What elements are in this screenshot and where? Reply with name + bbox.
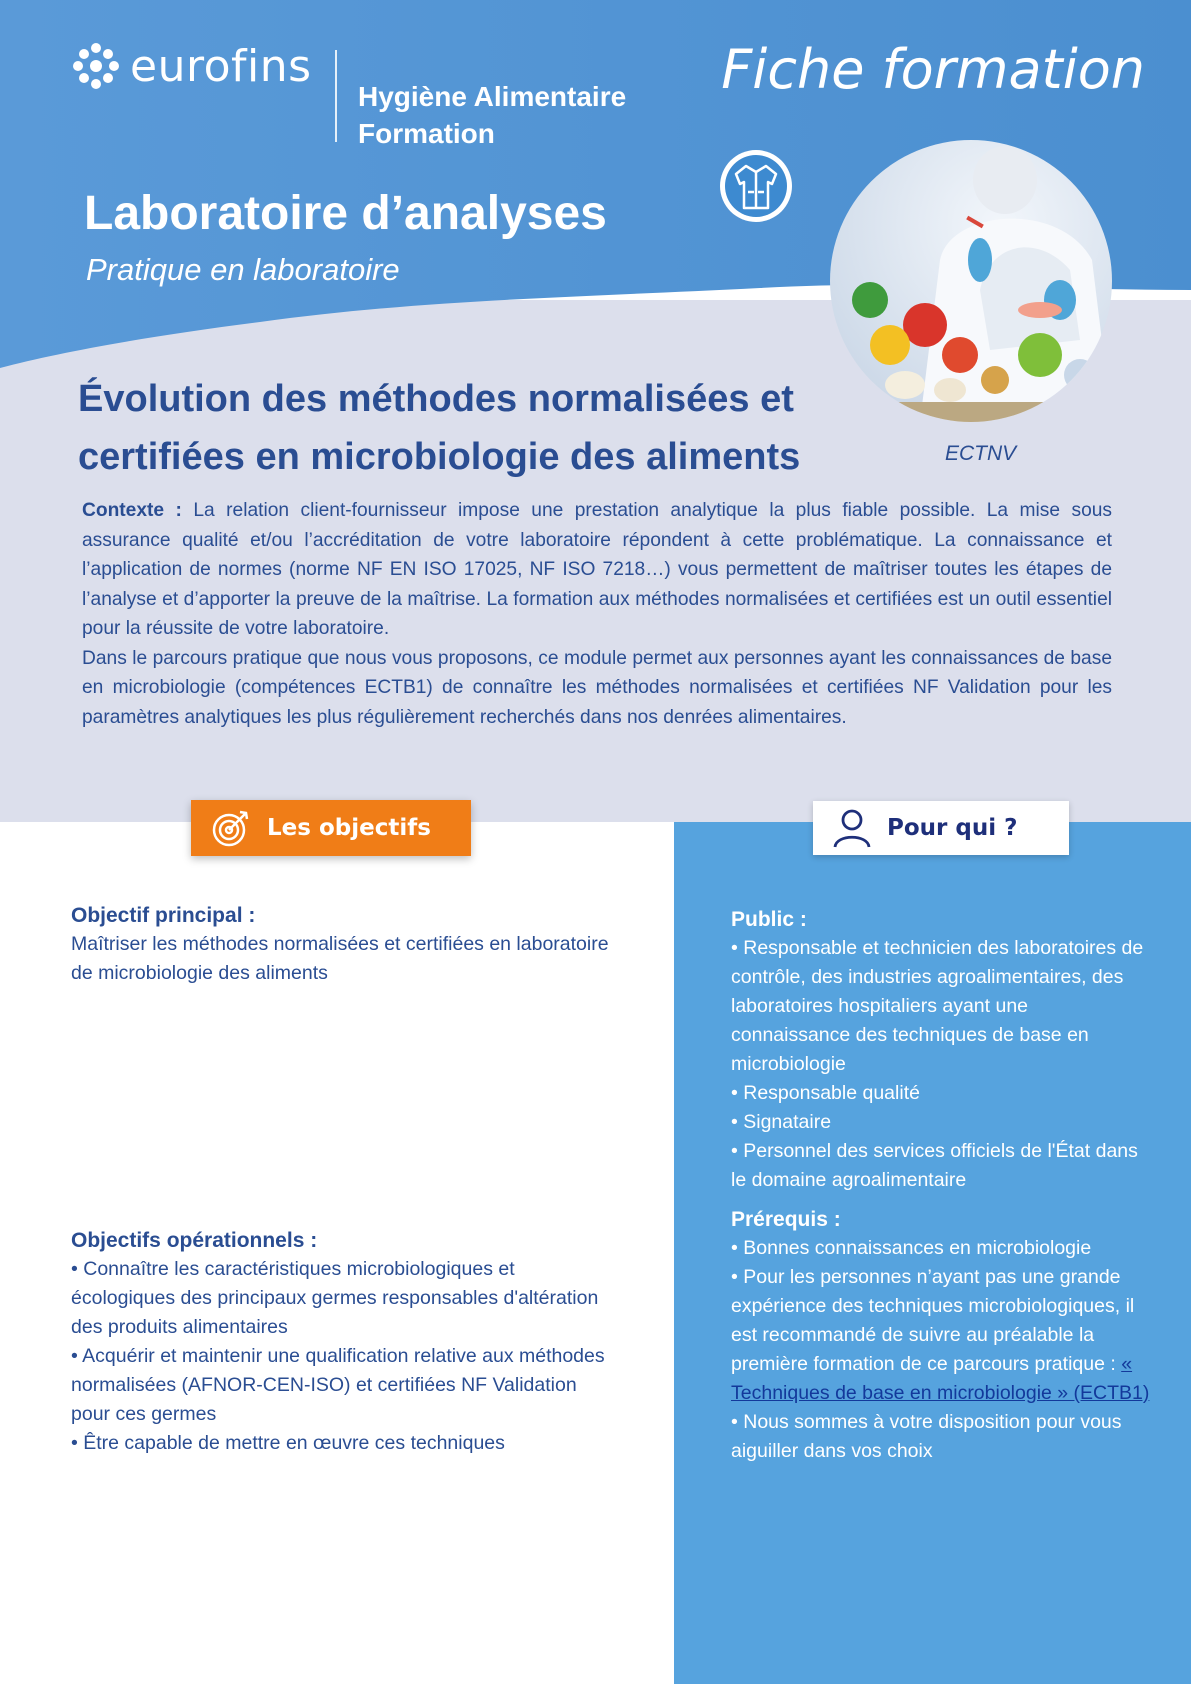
lab-photo	[830, 140, 1112, 422]
public-item: • Responsable et technicien des laboratoires de contrôle, des industries agroalimentaires, des laboratoires hospitaliers ayant une connaissance des techniques de base en microbiologie	[731, 937, 1144, 1075]
context-paragraph-2: Dans le parcours pratique que nous vous proposons, ce module permet aux personnes ayant les connaissances de base en microbiologie (compétences ECTB1) de connaître les méthodes normalisées et certifiées NF Validation pour les paramètres analytiques les plus régulièrement recherchés dans nos denrées alimentaires.	[82, 647, 1112, 728]
objectives-header	[191, 800, 471, 856]
context-section	[82, 496, 1112, 732]
objectives-label: Les objectifs	[267, 815, 431, 841]
eurofins-mark-icon	[70, 40, 122, 92]
department-line1: Hygiène Alimentaire	[358, 81, 627, 112]
prerequisite-item: • Bonnes connaissances en microbiologie	[731, 1237, 1092, 1259]
prerequisite-item: • Nous sommes à votre disposition pour vous aiguiller dans vos choix	[731, 1411, 1122, 1462]
operational-objectives-heading: Objectifs opérationnels :	[71, 1229, 318, 1252]
operational-objective-item: • Être capable de mettre en œuvre ces techniques	[71, 1432, 505, 1454]
person-icon	[833, 808, 871, 848]
category-title: Laboratoire d’analyses	[84, 187, 607, 240]
public-item: • Signataire	[731, 1111, 832, 1133]
document-type: Fiche formation	[721, 38, 1145, 101]
operational-objective-item: • Connaître les caractéristiques microbiologiques et écologiques des principaux germes responsables d'altération des produits alimentaires	[71, 1258, 599, 1338]
course-title-line1: Évolution des méthodes normalisées et	[78, 378, 794, 420]
ectb1-course-link[interactable]: « Techniques de base en microbiologie » (ECTB1)	[731, 1353, 1150, 1404]
department-line2: Formation	[358, 118, 495, 149]
brand-name: eurofins	[130, 40, 312, 92]
operational-objective-item: • Acquérir et maintenir une qualification relative aux méthodes normalisées (AFNOR-CEN-ISO) et certifiées NF Validation pour ces germes	[71, 1345, 605, 1425]
main-objective-section	[71, 901, 611, 988]
prerequisite-item-text: • Pour les personnes n’ayant pas une grande expérience des techniques microbiologiques, il est recommandé de suivre au préalable la première formation de ce parcours pratique :	[731, 1266, 1135, 1375]
public-heading: Public :	[731, 908, 807, 931]
audience-header	[813, 801, 1069, 855]
lab-coat-icon	[718, 148, 794, 224]
course-title-line2: certifiées en microbiologie des aliments	[78, 436, 801, 478]
context-paragraph-1	[82, 496, 1112, 644]
operational-objectives-section	[71, 1226, 611, 1458]
department-name	[358, 78, 626, 152]
audience-label: Pour qui ?	[887, 815, 1018, 841]
public-item: • Personnel des services officiels de l'État dans le domaine agroalimentaire	[731, 1140, 1138, 1191]
category-subtitle: Pratique en laboratoire	[86, 252, 400, 287]
target-icon	[211, 808, 251, 848]
prerequisite-item	[731, 1263, 1151, 1408]
main-objective-heading: Objectif principal :	[71, 904, 256, 927]
prerequisites-heading: Prérequis :	[731, 1208, 841, 1231]
context-text-1: La relation client-fournisseur impose une prestation analytique la plus fiable possible. La mise sous assurance qualité et/ou l’accréditation de votre laboratoire répondent à cette problématique. La connaissance et l’application de normes (norme NF EN ISO 17025, NF ISO 7218…) vous permettent de maîtriser toutes les étapes de l’analyse et d’apporter la preuve de la maîtrise. La formation aux méthodes normalisées et certifiées est un outil essentiel pour la réussite de votre laboratoire.	[82, 500, 1113, 639]
main-objective-text: Maîtriser les méthodes normalisées et certifiées en laboratoire de microbiologie des aliments	[71, 933, 609, 984]
context-label: Contexte :	[82, 500, 182, 521]
audience-content	[731, 905, 1151, 1466]
eurofins-logo[interactable]	[70, 40, 312, 92]
public-item: • Responsable qualité	[731, 1082, 920, 1104]
course-title	[78, 370, 838, 486]
header-divider	[335, 50, 337, 142]
course-code: ECTNV	[945, 442, 1017, 465]
